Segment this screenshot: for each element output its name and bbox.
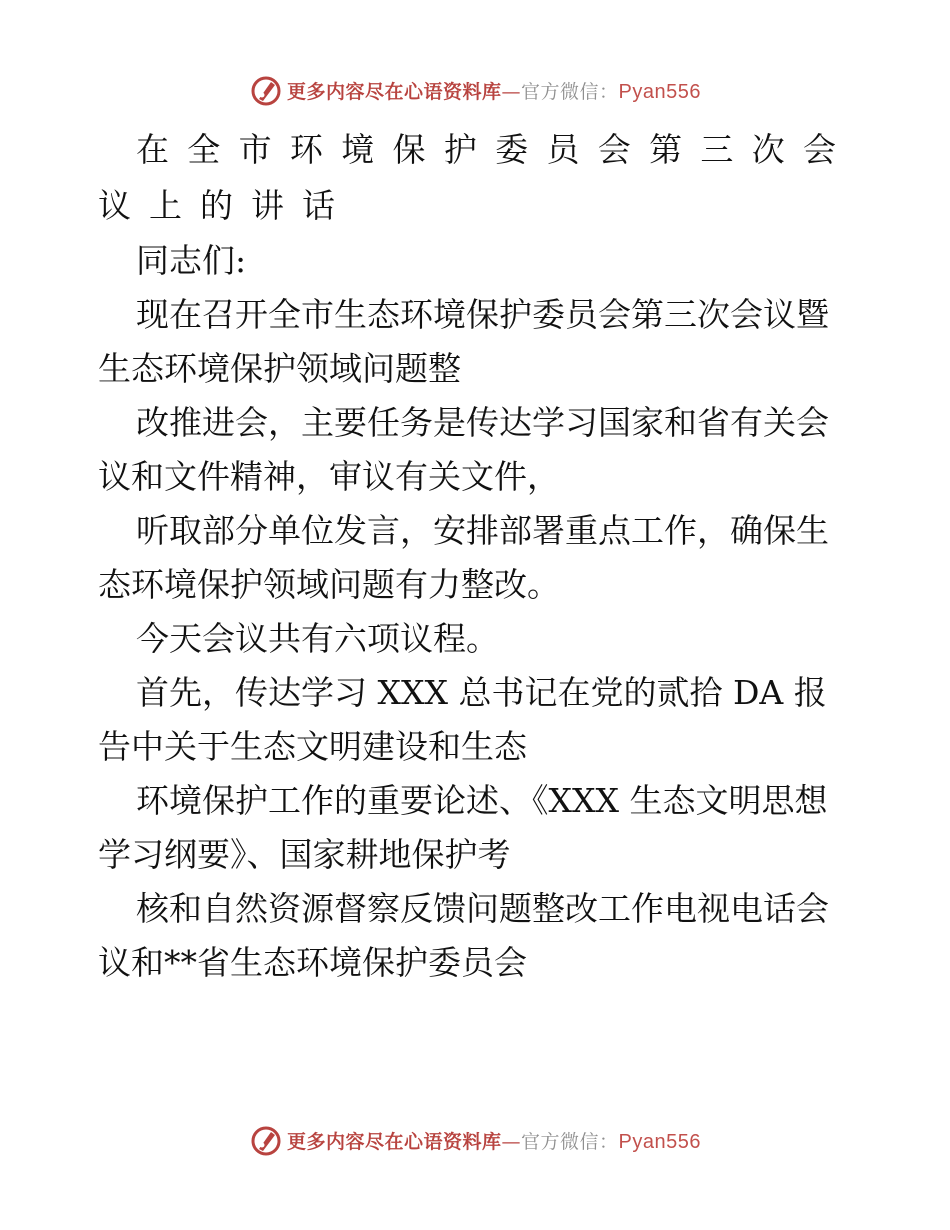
paragraph: 环境保护工作的重要论述、《XXX 生态文明思想学习纲要》、国家耕地保护考 xyxy=(98,781,828,874)
quill-logo-icon xyxy=(249,1123,283,1157)
header-banner xyxy=(0,70,950,110)
banner-wechat-label: 官方微信： xyxy=(521,1130,619,1153)
banner-text xyxy=(287,77,701,104)
banner-dash: — xyxy=(501,1130,522,1153)
banner-wechat-id: Pyan556 xyxy=(618,1130,701,1153)
paragraph: 首先，传达学习 XXX 总书记在党的贰拾 DA 报告中关于生态文明建设和生态 xyxy=(98,673,827,766)
banner-text xyxy=(287,1127,701,1154)
document-title: 在全市环境保护委员会第三次会议上的讲话 xyxy=(98,130,854,225)
footer-banner xyxy=(0,1120,950,1160)
paragraph: 现在召开全市生态环境保护委员会第三次会议暨生态环境保护领域问题整 xyxy=(98,295,829,388)
paragraph: 今天会议共有六项议程。 xyxy=(136,619,499,658)
paragraph: 听取部分单位发言，安排部署重点工作，确保生态环境保护领域问题有力整改。 xyxy=(98,511,829,604)
paragraph: 改推进会，主要任务是传达学习国家和省有关会议和文件精神，审议有关文件， xyxy=(98,403,829,496)
banner-brand: 更多内容尽在心语资料库 xyxy=(287,1130,502,1153)
paragraph: 核和自然资源督察反馈问题整改工作电视电话会议和**省生态环境保护委员会 xyxy=(98,889,829,982)
banner-brand: 更多内容尽在心语资料库 xyxy=(287,80,502,103)
paragraph-salutation: 同志们: xyxy=(136,241,247,280)
banner-dash: — xyxy=(501,80,522,103)
banner-wechat-id: Pyan556 xyxy=(618,80,701,103)
document-body xyxy=(98,122,854,990)
banner-wechat-label: 官方微信： xyxy=(521,80,619,103)
quill-logo-icon xyxy=(249,73,283,107)
